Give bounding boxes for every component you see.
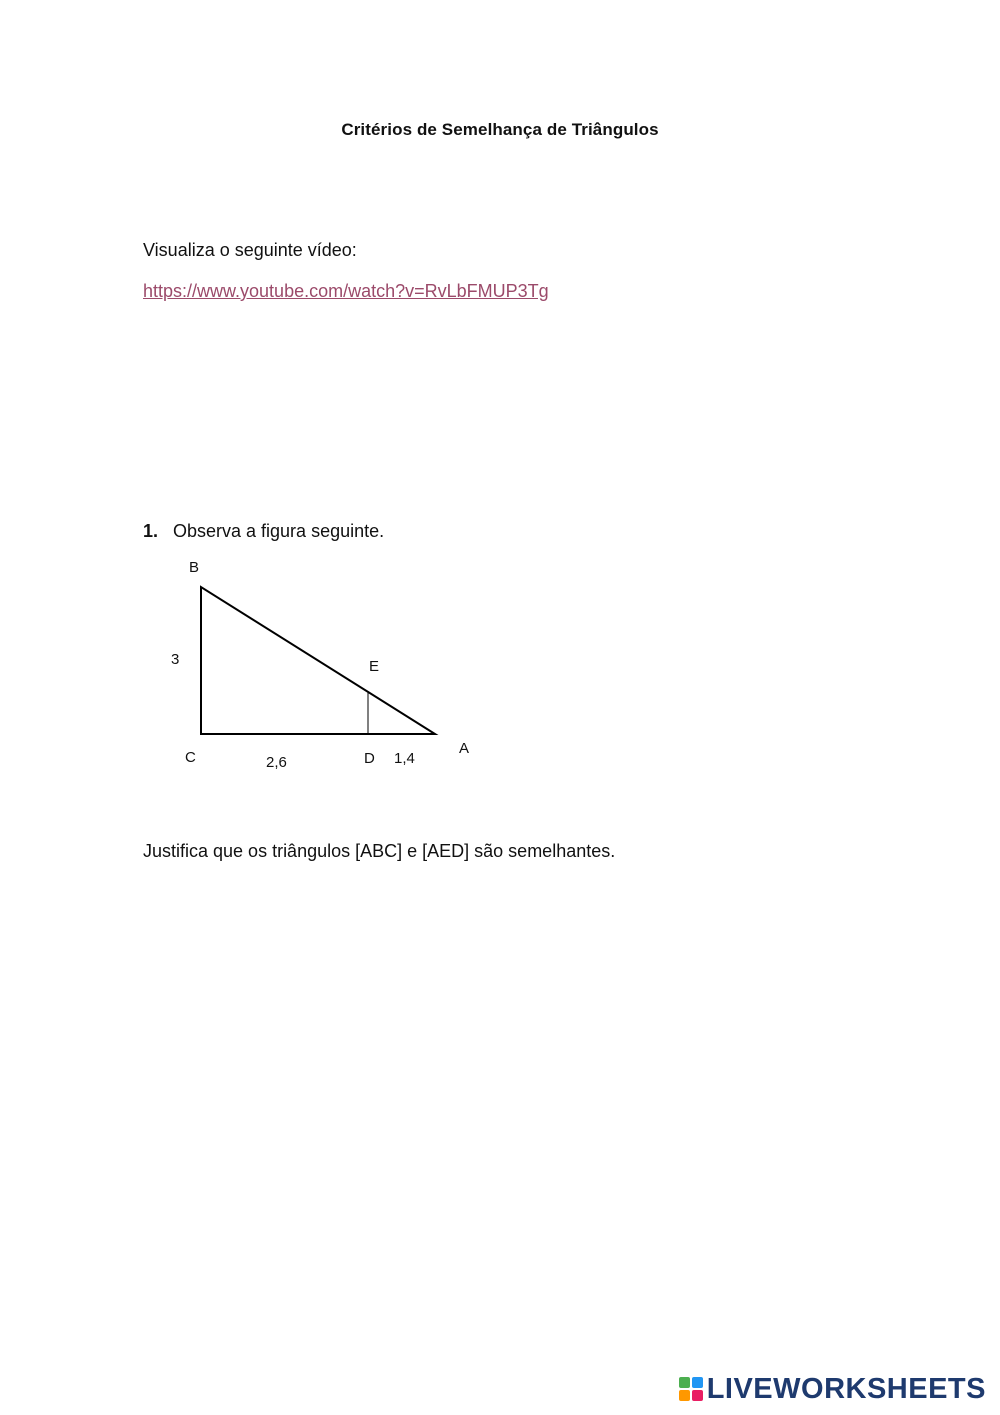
question-number: 1. [143,521,159,541]
video-link[interactable]: https://www.youtube.com/watch?v=RvLbFMUP3Tg [143,281,549,301]
logo-square-blue [692,1377,703,1388]
question-text: Observa a figura seguinte. [173,521,385,541]
liveworksheets-text: LIVEWORKSHEETS [706,1372,986,1405]
vertex-label-a: A [459,740,470,757]
liveworksheets-icon [679,1377,703,1401]
logo-square-orange [679,1390,690,1401]
vertex-label-b: B [189,559,200,576]
measure-da: 1,4 [394,750,415,767]
logo-square-green [679,1377,690,1388]
triangle-figure [160,550,500,790]
question-1 [143,521,384,542]
logo-square-pink [692,1390,703,1401]
page-title: Critérios de Semelhança de Triângulos [341,120,659,139]
vertex-label-d: D [364,750,375,767]
liveworksheets-logo [679,1371,986,1407]
intro-text: Visualiza o seguinte vídeo: [143,240,357,260]
measure-cd: 2,6 [266,754,287,771]
instruction-text: Justifica que os triângulos [ABC] e [AED] são semelhantes. [143,841,616,861]
vertex-label-c: C [185,749,196,766]
triangle-abc [201,587,435,734]
vertex-label-e: E [369,658,380,675]
measure-bc: 3 [171,651,180,668]
